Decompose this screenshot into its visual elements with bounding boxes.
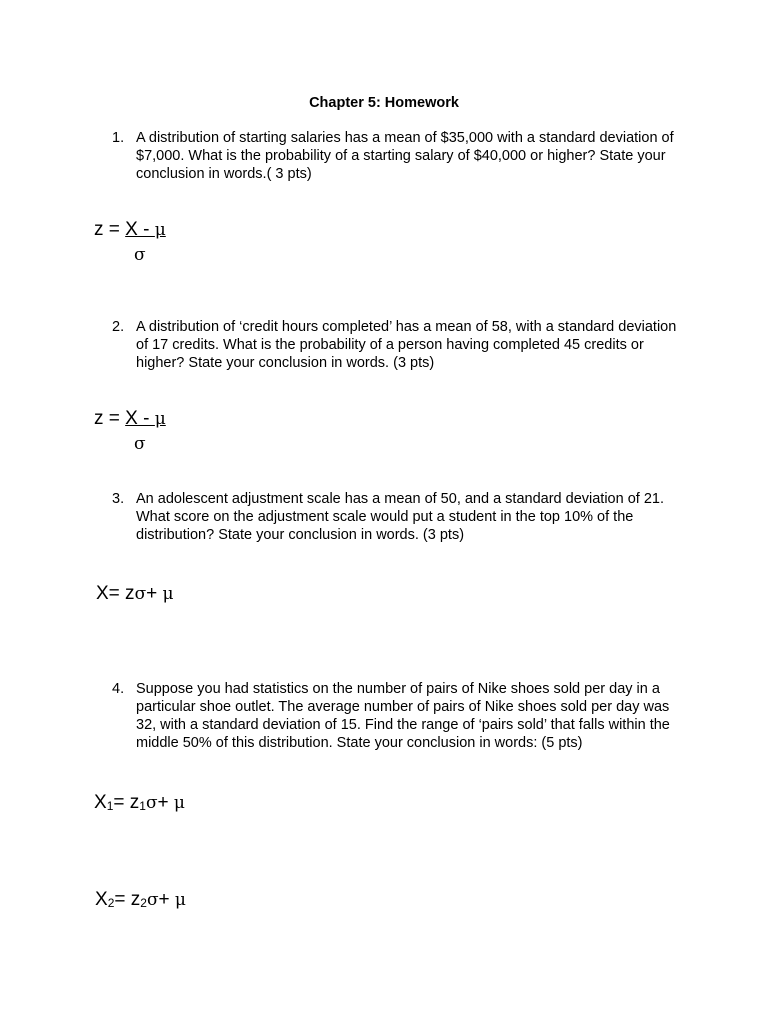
question-number: 2.: [112, 319, 125, 335]
mu-symbol: μ: [162, 584, 174, 604]
formula-denominator: [134, 244, 146, 266]
mu-symbol: μ: [174, 890, 186, 910]
x1-formula: [94, 792, 185, 814]
subscript: 1: [139, 799, 146, 814]
question-number: 4.: [112, 681, 125, 697]
mu-symbol: μ: [154, 220, 166, 240]
formula-denominator: [134, 433, 146, 455]
question-1: [112, 129, 687, 183]
question-text: A distribution of ‘credit hours completed’ has a mean of 58, with a standard deviation of 17 credits. What is the probability of a person having completed 45 credits or higher? State your conclusion in words. (3 pts): [136, 319, 677, 371]
sigma-symbol: σ: [146, 890, 159, 910]
question-text: An adolescent adjustment scale has a mean of 50, and a standard deviation of 21. What score on the adjustment scale would put a student in the top 10% of the distribution? State your conclusion in words. (3 pts): [136, 491, 664, 543]
question-number: 1.: [112, 130, 125, 146]
plus-sign: +: [158, 889, 175, 910]
z-formula-1: [94, 219, 166, 241]
subscript: 2: [140, 896, 147, 911]
sigma-symbol: σ: [134, 245, 146, 265]
question-3: [112, 490, 687, 544]
sigma-symbol: σ: [145, 793, 158, 813]
subscript: 1: [106, 799, 114, 814]
page-title: Chapter 5: Homework: [309, 95, 459, 111]
formula-numerator: [125, 219, 166, 240]
plus-sign: +: [146, 583, 163, 604]
z-formula-2: [94, 408, 166, 430]
sigma-symbol: σ: [134, 434, 146, 454]
question-text: A distribution of starting salaries has a mean of $35,000 with a standard deviation of $7,000. What is the probability of a starting salary of $40,000 or higher? State your conclusion in words.( 3 pts): [136, 130, 674, 182]
mu-symbol: μ: [154, 409, 166, 429]
formula-lhs: z =: [94, 408, 126, 429]
plus-sign: +: [157, 792, 174, 813]
question-4: [112, 680, 687, 752]
equals-sign: =: [113, 792, 130, 813]
x-variable: X: [95, 889, 108, 910]
z-variable: z: [130, 889, 141, 910]
question-2: [112, 318, 687, 372]
x2-formula: [95, 889, 186, 911]
question-text: Suppose you had statistics on the number of pairs of Nike shoes sold per day in a particular shoe outlet. The average number of pairs of Nike shoes sold per day was 32, with a standard deviation of 15. Find the range of ‘pairs sold’ that falls within the middle 50% of this distribution. State your conclusion in words: (5 pts): [136, 681, 670, 751]
equals-sign: =: [114, 889, 131, 910]
formula-x-term: X -: [125, 219, 155, 240]
formula-numerator: [125, 408, 166, 429]
formula-x-term: X -: [125, 408, 155, 429]
x-variable: X: [94, 792, 107, 813]
x-formula: [96, 583, 174, 605]
sigma-symbol: σ: [134, 584, 147, 604]
question-number: 3.: [112, 491, 125, 507]
mu-symbol: μ: [173, 793, 185, 813]
z-variable: z: [129, 792, 140, 813]
formula-lhs: X= z: [96, 583, 135, 604]
subscript: 2: [107, 896, 115, 911]
formula-lhs: z =: [94, 219, 126, 240]
